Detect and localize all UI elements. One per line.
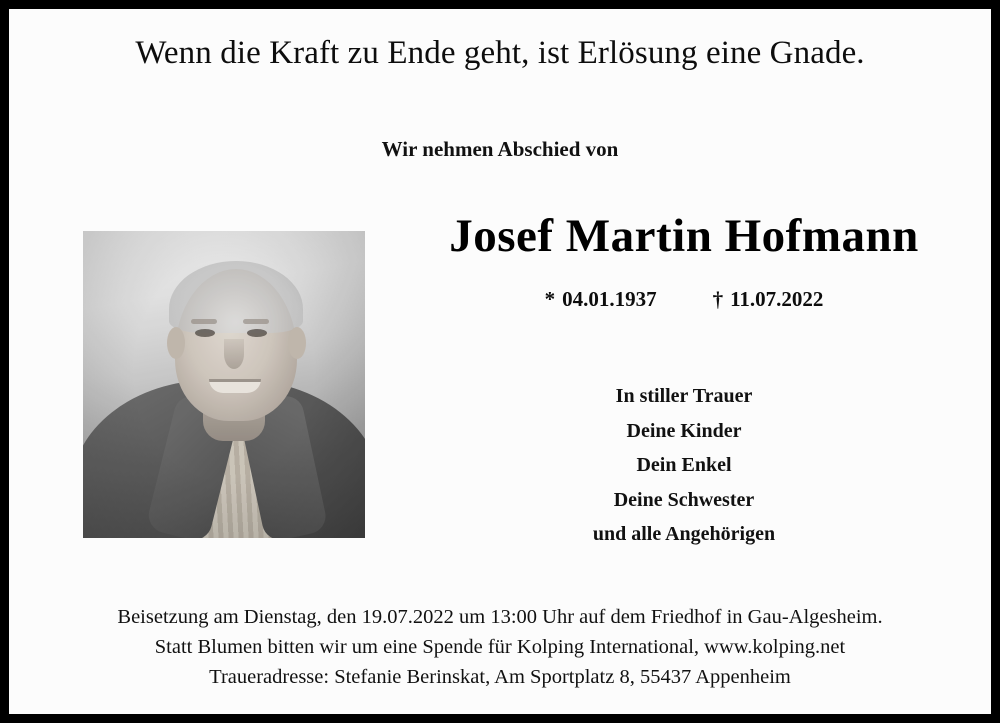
life-dates <box>369 287 999 312</box>
donation-line: Statt Blumen bitten wir um eine Spende für Kolping International, www.kolping.net <box>154 636 846 658</box>
mourners-list <box>369 379 999 552</box>
funeral-service-line: Beisetzung am Dienstag, den 19.07.2022 um 13:00 Uhr auf dem Friedhof in Gau-Algesheim. <box>117 606 883 628</box>
portrait-grayscale-overlay <box>83 231 365 538</box>
mourner-line: In stiller Trauer <box>615 385 753 407</box>
portrait-image <box>83 231 365 538</box>
mourner-line: Deine Kinder <box>626 419 742 442</box>
birth-date <box>545 287 657 312</box>
mourner-line: Deine Schwester <box>613 488 755 511</box>
farewell-line: Wir nehmen Abschied von <box>381 137 619 161</box>
birth-star-icon: * <box>544 287 556 311</box>
portrait-photo <box>83 231 365 538</box>
birth-date-value: 04.01.1937 <box>562 287 657 311</box>
mourner-line: Dein Enkel <box>636 454 732 476</box>
death-date-value: 11.07.2022 <box>730 287 824 311</box>
motto-text: Wenn die Kraft zu Ende geht, ist Erlösung eine Gnade. <box>135 35 865 71</box>
mourner-line: und alle Angehörigen <box>592 523 776 545</box>
deceased-name: Josef Martin Hofmann <box>449 210 919 262</box>
footer-details <box>9 602 991 692</box>
notice-inner <box>9 9 991 714</box>
death-date <box>713 287 824 312</box>
condolence-address-line: Traueradresse: Stefanie Berinskat, Am Sportplatz 8, 55437 Appenheim <box>209 666 791 688</box>
death-cross-icon: † <box>712 287 724 311</box>
